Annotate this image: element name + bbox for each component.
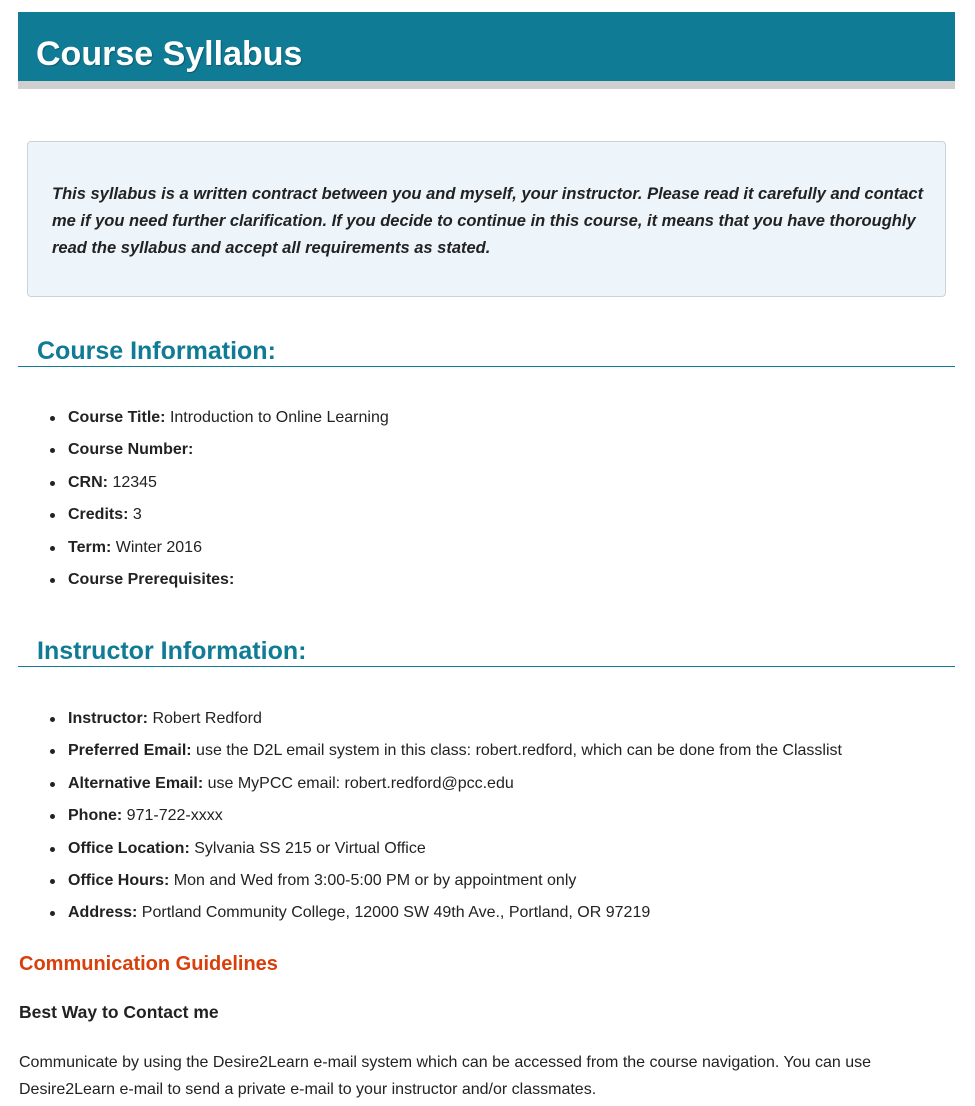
item-label: CRN: (68, 473, 108, 491)
item-label: Term: (68, 538, 112, 556)
item-value: use MyPCC email: robert.redford@pcc.edu (203, 774, 514, 792)
item-value: 3 (128, 506, 142, 524)
item-value: Sylvania SS 215 or Virtual Office (189, 839, 426, 857)
list-item (50, 467, 389, 499)
course-information-list (50, 402, 389, 596)
item-value: Robert Redford (148, 710, 262, 727)
list-item (50, 735, 842, 767)
item-label: Address: (68, 904, 138, 922)
item-label: Course Number: (68, 441, 194, 459)
page-title: Course Syllabus (36, 35, 303, 73)
notice-text: This syllabus is a written contract between you and myself, your instructor. Please read it carefully and contact me if you need further clarification. If you decide to continue in this course, it means that you have thoroughly read the syllabus and accept all requirements as stated. (52, 185, 924, 257)
item-value: Winter 2016 (111, 538, 202, 556)
item-value: Portland Community College, 12000 SW 49th Ave., Portland, OR 97219 (137, 904, 651, 922)
list-item (50, 402, 389, 434)
instructor-information-section (18, 636, 955, 667)
instructor-information-heading: Instructor Information: (37, 637, 307, 665)
list-item (50, 897, 842, 929)
list-item (50, 768, 842, 800)
item-label: Office Location: (68, 839, 190, 857)
item-value: use the D2L email system in this class: robert.redford, which can be done from the Classlist (191, 742, 842, 760)
list-item (50, 532, 389, 564)
item-label: Course Title: (68, 409, 166, 426)
item-label: Phone: (68, 807, 123, 825)
item-label: Credits: (68, 506, 129, 524)
contact-instructions-text: Communicate by using the Desire2Learn e-mail system which can be accessed from the course navigation. You can use Desire2Learn e-mail to send a private e-mail to your instructor and/or classmates. (19, 1054, 872, 1098)
list-item (50, 833, 842, 865)
list-item (50, 499, 389, 531)
syllabus-banner (18, 12, 955, 89)
communication-guidelines-heading: Communication Guidelines (19, 953, 278, 975)
item-label: Preferred Email: (68, 742, 192, 760)
list-item (50, 703, 842, 735)
item-value: Introduction to Online Learning (165, 409, 389, 426)
list-item (50, 800, 842, 832)
list-item (50, 434, 389, 466)
item-label: Alternative Email: (68, 774, 204, 792)
instructor-information-list (50, 703, 842, 930)
list-item (50, 865, 842, 897)
syllabus-notice-box (27, 141, 946, 297)
item-label: Course Prerequisites: (68, 571, 235, 589)
item-label: Instructor: (68, 710, 148, 727)
best-way-to-contact-heading: Best Way to Contact me (19, 1002, 219, 1022)
item-label: Office Hours: (68, 872, 170, 890)
course-information-section (18, 336, 955, 367)
item-value: 12345 (108, 473, 157, 491)
course-information-heading: Course Information: (37, 337, 276, 365)
list-item (50, 564, 389, 596)
item-value: Mon and Wed from 3:00-5:00 PM or by appointment only (169, 872, 577, 890)
item-value: 971-722-xxxx (122, 807, 223, 825)
